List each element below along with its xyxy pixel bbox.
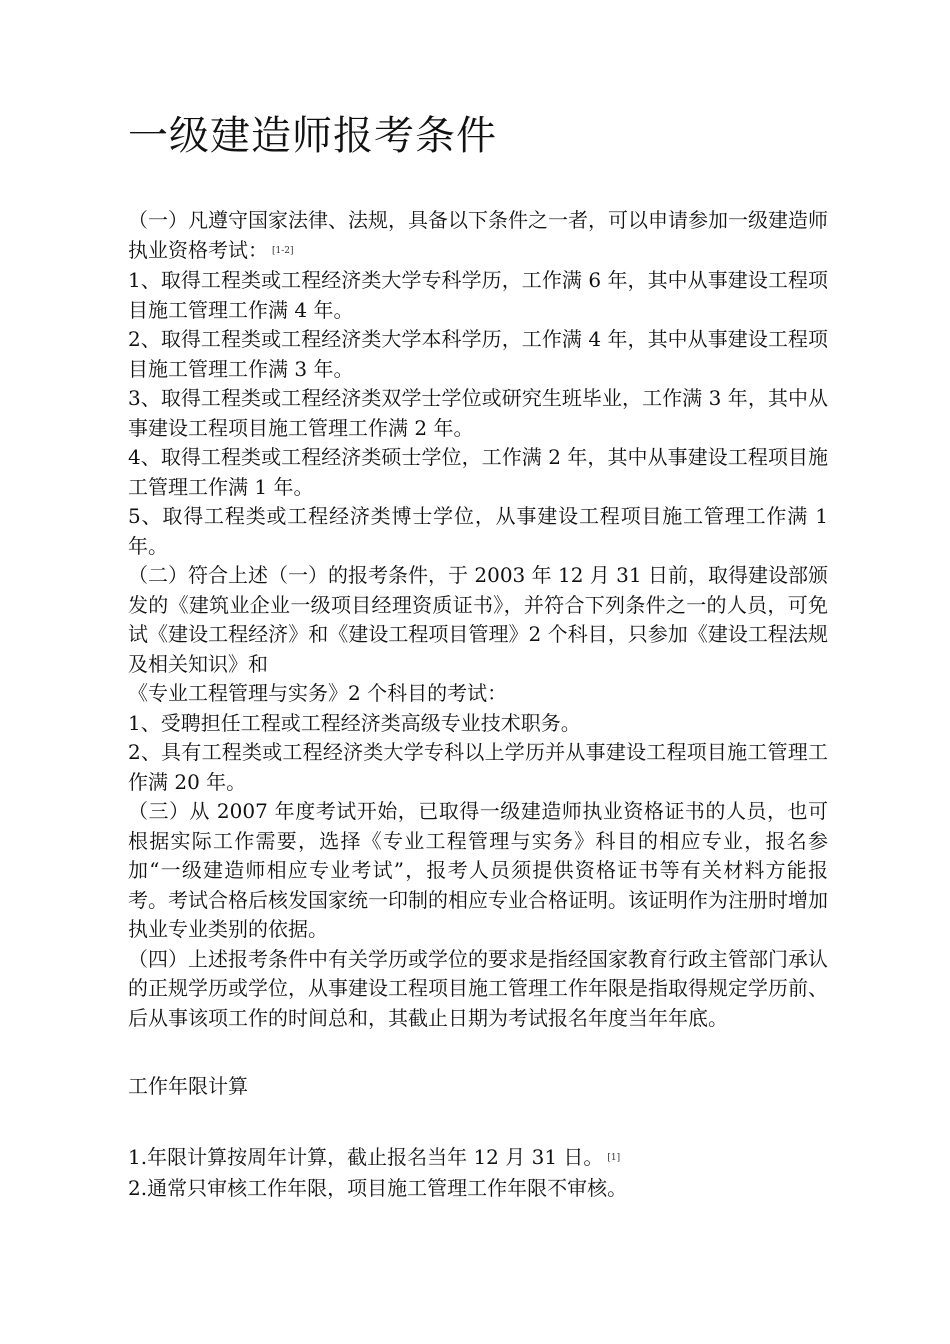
paragraph [128,266,828,325]
list-item [128,1142,828,1173]
list-item [128,1173,828,1203]
page-title: 一级建造师报考条件 [128,113,497,159]
list-item-text: 1.年限计算按周年计算，截止报名当年 12 月 31 日。 [128,1145,604,1169]
citation-ref[interactable]: [1] [607,1153,621,1163]
exam-conditions-body [128,206,828,1033]
work-years-calculation [128,1142,828,1203]
paragraph [128,206,828,266]
paragraph [128,502,828,561]
paragraph [128,325,828,384]
paragraph [128,945,828,1034]
paragraph-text: 2、具有工程类或工程经济类大学专科以上学历并从事建设工程项目施工管理工作满 20 年。 [128,740,828,794]
paragraph-text: 3、取得工程类或工程经济类双学士学位或研究生班毕业，工作满 3 年，其中从事建设工程项目施工管理工作满 2 年。 [128,386,828,440]
paragraph-text: 1、受聘担任工程或工程经济类高级专业技术职务。 [128,710,581,735]
paragraph-text: 5、取得工程类或工程经济类博士学位，从事建设工程项目施工管理工作满 1 年。 [128,504,828,558]
list-item-text: 2.通常只审核工作年限，项目施工管理工作年限不审核。 [128,1176,628,1200]
paragraph-text: （三）从 2007 年度考试开始，已取得一级建造师执业资格证书的人员，也可根据实际工作需要，选择《专业工程管理与实务》科目的相应专业，报名参加“一级建造师相应专业考试”，报考人员须提供资格证书等有关材料方能报考。考试合格后核发国家统一印制的相应专业合格证明。该证明作为注册时增加执业专业类别的依据。 [128,799,828,941]
paragraph [128,561,828,679]
paragraph-text: 2、取得工程类或工程经济类大学本科学历，工作满 4 年，其中从事建设工程项目施工管理工作满 3 年。 [128,327,828,381]
paragraph-text: （四）上述报考条件中有关学历或学位的要求是指经国家教育行政主管部门承认的正规学历或学位，从事建设工程项目施工管理工作年限是指取得规定学历前、后从事该项工作的时间总和，其截止日期为考试报名年度当年年底。 [128,946,828,1030]
paragraph [128,679,828,709]
paragraph [128,443,828,502]
paragraph-text: 《专业工程管理与实务》2 个科目的考试： [128,681,508,705]
citation-ref[interactable]: [1-2] [272,245,294,256]
section-heading: 工作年限计算 [128,1074,248,1098]
paragraph [128,738,828,797]
paragraph [128,709,828,739]
paragraph [128,797,828,945]
paragraph-text: （二）符合上述（一）的报考条件，于 2003 年 12 月 31 日前，取得建设部颁发的《建筑业企业一级项目经理资质证书》，并符合下列条件之一的人员，可免试《建设工程经济》和《建设工程项目管理》2 个科目，只参加《建设工程法规及相关知识》和 [128,563,828,676]
paragraph-text: （一）凡遵守国家法律、法规，具备以下条件之一者，可以申请参加一级建造师执业资格考试： [128,208,828,262]
paragraph [128,384,828,443]
paragraph-text: 1、取得工程类或工程经济类大学专科学历，工作满 6 年，其中从事建设工程项目施工管理工作满 4 年。 [128,268,828,322]
paragraph-text: 4、取得工程类或工程经济类硕士学位，工作满 2 年，其中从事建设工程项目施工管理工作满 1 年。 [128,445,828,499]
